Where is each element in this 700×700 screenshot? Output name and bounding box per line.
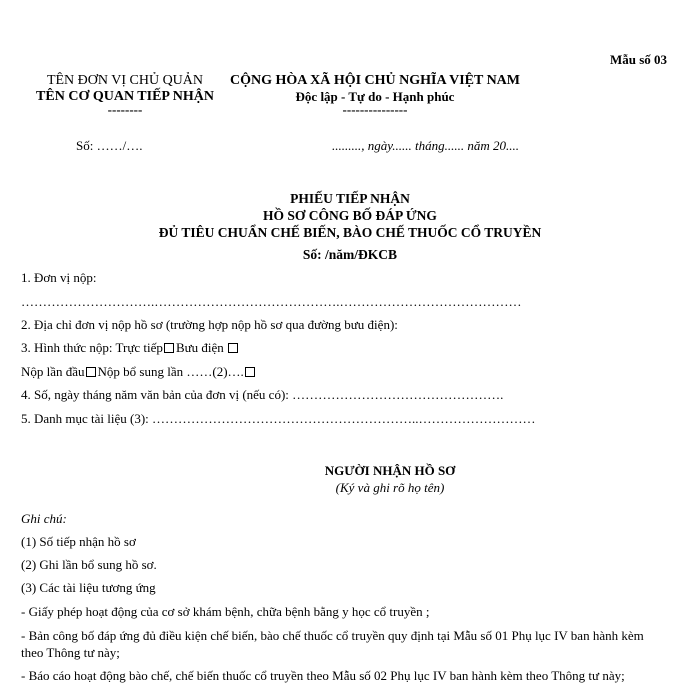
postal-label: Bưu điện: [175, 340, 224, 355]
field-submitting-unit: 1. Đơn vị nộp:: [21, 270, 97, 285]
note-detail-3: - Báo cáo hoạt động bào chế, chế biến thuốc cổ truyền theo Mẫu số 02 Phụ lục IV ban hành kèm theo Thông tư này;: [21, 668, 625, 683]
field-submission-type: [21, 364, 257, 380]
agency-header: [20, 73, 230, 115]
agency-divider: --------: [107, 102, 143, 117]
title-line-3: ĐỦ TIÊU CHUẨN CHẾ BIẾN, BÀO CHẾ THUỐC CỔ TRUYỀN: [158, 225, 542, 240]
field-document-list: 5. Danh mục tài liệu (3): ……………………………………………………..………………………: [21, 411, 536, 426]
note-3: (3) Các tài liệu tương ứng: [21, 580, 156, 595]
reference-number: Số: ……/….: [76, 138, 143, 153]
document-title: [0, 190, 700, 263]
title-line-2: HỒ SƠ CÔNG BỐ ĐÁP ỨNG: [263, 208, 437, 223]
direct-checkbox[interactable]: [164, 343, 174, 353]
receiving-agency-name: TÊN CƠ QUAN TIẾP NHẬN: [36, 89, 214, 104]
notes-heading: Ghi chú:: [21, 511, 67, 526]
motto-divider: ---------------: [342, 102, 408, 117]
note-detail-1: - Giấy phép hoạt động của cơ sở khám bệnh, chữa bệnh bằng y học cổ truyền ;: [21, 604, 430, 619]
first-submission-label: Nộp lần đầu: [21, 364, 85, 379]
country-name: CỘNG HÒA XÃ HỘI CHỦ NGHĨA VIỆT NAM: [229, 73, 520, 88]
submission-method-label: 3. Hình thức nộp: Trực tiếp: [21, 340, 163, 355]
note-detail-2: - Bản công bố đáp ứng đủ điều kiện chế biến, bào chế thuốc cổ truyền quy định tại Mẫu số 01 Phụ lục IV ban hành kèm theo Thông tư này;: [21, 628, 644, 660]
note-2: (2) Ghi lần bổ sung hồ sơ.: [21, 557, 157, 572]
field-address: 2. Địa chỉ đơn vị nộp hồ sơ (trường hợp nộp hồ sơ qua đường bưu điện):: [21, 317, 398, 332]
additional-submission-label: Nộp bổ sung lần ……(2)….: [97, 364, 244, 379]
additional-submission-checkbox[interactable]: [245, 367, 255, 377]
national-header: [200, 73, 550, 115]
parent-agency-name: TÊN ĐƠN VỊ CHỦ QUẢN: [46, 73, 204, 88]
form-number: Mẫu số 03: [609, 52, 667, 67]
field-submitting-unit-dots: ………………………….…………………………………….……………………………………: [21, 294, 522, 309]
title-number: Số: /năm/ĐKCB: [302, 247, 398, 262]
first-submission-checkbox[interactable]: [86, 367, 96, 377]
title-line-1: PHIẾU TIẾP NHẬN: [290, 191, 410, 206]
date-line: ........., ngày...... tháng...... năm 20....: [332, 138, 520, 153]
receiver-subtitle: (Ký và ghi rõ họ tên): [335, 480, 445, 495]
postal-checkbox[interactable]: [228, 343, 238, 353]
field-document-ref: 4. Số, ngày tháng năm văn bản của đơn vị (nếu có): ………………………………………….: [21, 387, 504, 402]
note-1: (1) Số tiếp nhận hồ sơ: [21, 534, 136, 549]
country-motto: Độc lập - Tự do - Hạnh phúc: [295, 89, 455, 104]
field-submission-method: [21, 340, 240, 356]
receiver-title: NGƯỜI NHẬN HỒ SƠ: [324, 463, 456, 478]
